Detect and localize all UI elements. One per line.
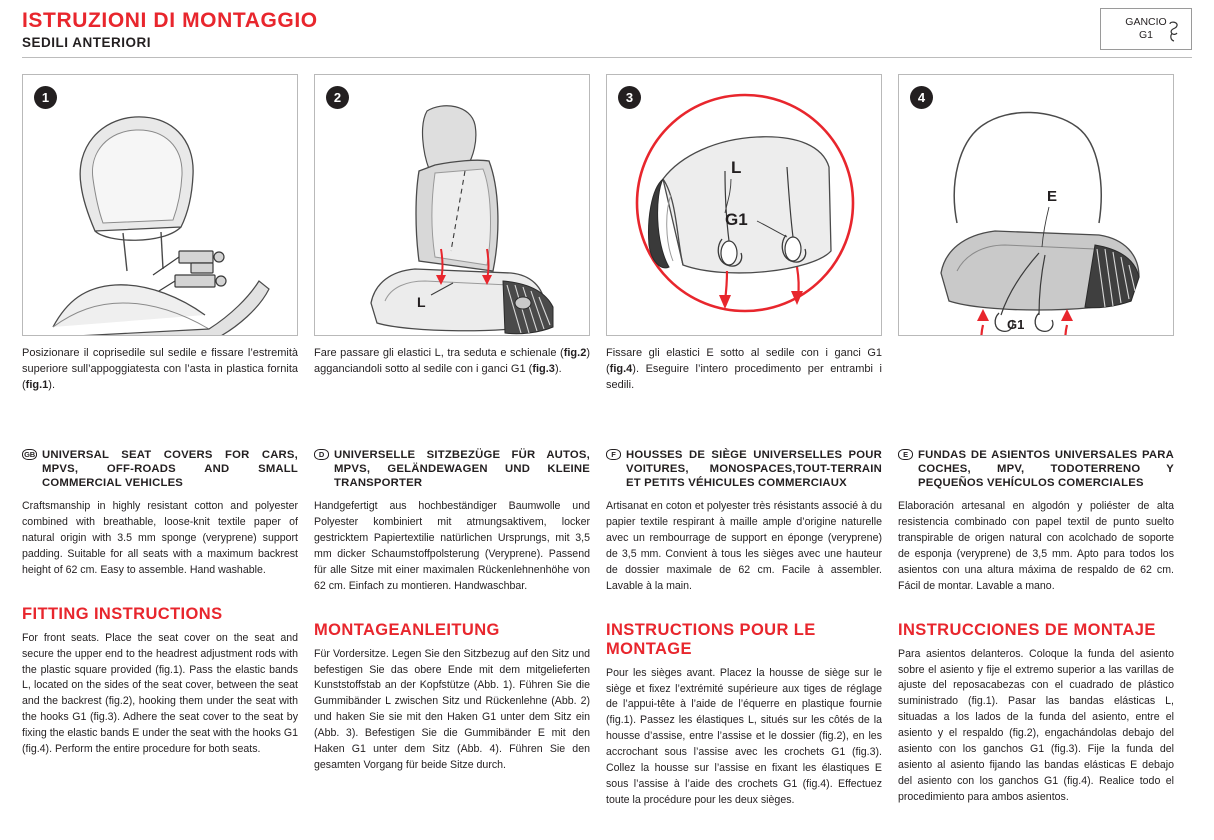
gancio-badge [1100, 8, 1192, 50]
figure-1-image [22, 74, 298, 336]
figure-1-number: 1 [34, 86, 57, 109]
figure-4 [898, 74, 1174, 394]
figure-1-caption: Posizionare il coprisedile sul sedile e fissare l’estremità superiore sull’appoggiatesta con l’asta in plastica fornita (fig.1). [22, 347, 298, 391]
column-french-body: Artisanat en coton et polyester très résistants associé à du papier textile respirant à maille ample d’origine naturelle avec un rembourrage de support en éponge (veryprene) de 3,5 mm. Convient à tous les sièges avec une hauteur de dossier maximale de 62 cm. Facile à assembler. Lavable à la main. [606, 500, 882, 592]
column-french [606, 448, 882, 809]
column-spanish-subtitle: INSTRUCCIONES DE MONTAJE [898, 620, 1156, 639]
column-english [22, 448, 298, 809]
column-english-heading [22, 448, 298, 490]
header-divider [22, 57, 1192, 58]
figure-3-label-L: L [731, 158, 742, 177]
column-german-subtitle: MONTAGEANLEITUNG [314, 620, 500, 639]
figure-4-label-G1: G1 [1007, 317, 1025, 332]
figure-2 [314, 74, 590, 394]
figure-2-image [314, 74, 590, 336]
figure-1 [22, 74, 298, 394]
column-french-title: HOUSSES DE SIÈGE UNIVERSELLES POUR VOITURES, MONOSPACES,TOUT-TERRAIN ET PETITS VÉHICULES COMMERCIAUX [626, 449, 882, 490]
figure-4-number: 4 [910, 86, 933, 109]
seat-elastic-illustration [315, 75, 590, 336]
figure-2-number: 2 [326, 86, 349, 109]
column-english-body: Craftsmanship in highly resistant cotton and polyester combined with breathable, loose-knit textile paper of natural origin with 3.5 mm sponge (veryprene) support padding. Suitable for all seats with a maximum backrest height of 62 cm. Easy to assemble. Hand washable. [22, 500, 298, 576]
figure-3-caption: Fissare gli elastici E sotto al sedile con i ganci G1 (fig.4). Eseguire l’intero procedimento per entrambi i sedili. [606, 347, 882, 391]
column-french-heading [606, 448, 882, 490]
page-title: ISTRUZIONI DI MONTAGGIO [22, 9, 318, 32]
column-german-body: Handgefertigt aus hochbeständiger Baumwolle und Polyester kombiniert mit atmungsaktivem, locker gestricktem Papiertextilie natürlichen Ursprungs, mit 3,5 mm dicker Schaumstoffpolsterung (Veryprene). Passend für alle Sitze mit einer maximalen Rückenlehnenhöhe von 62 cm. Einfach zu montieren. Handwaschbar. [314, 500, 590, 592]
figure-4-label-E: E [1047, 188, 1058, 205]
column-german-heading [314, 448, 590, 490]
column-english-instructions: For front seats. Place the seat cover on the seat and secure the upper end to the headrest adjustment rods with the plastic square provided (fig.1). Pass the elastic bands L, located on the sides of the seat cover, between the seat and the backrest (fig.2), hooking them under the seat with the hooks G1 (fig.3). Adhere the seat cover to the seat by fixing the elastic bands E under the seat with the hooks G1 (fig.4). Perform the entire procedure for both seats. [22, 631, 298, 756]
gancio-badge-text [1125, 16, 1166, 42]
column-german-title: UNIVERSELLE SITZBEZÜGE FÜR AUTOS, MPVS, GELÄNDEWAGEN UND KLEINE TRANSPORTER [334, 449, 590, 490]
figure-2-caption: Fare passare gli elastici L, tra seduta e schienale (fig.2) agganciandoli sotto al sedile con i ganci G1 (fig.3). [314, 347, 590, 375]
column-english-title: UNIVERSAL SEAT COVERS FOR CARS, MPVS, OFF-ROADS AND SMALL COMMERCIAL VEHICLES [42, 449, 298, 490]
column-spanish-heading [898, 448, 1174, 490]
flag-es-icon: E [898, 449, 913, 460]
flag-gb-icon: GB [22, 449, 37, 460]
gancio-badge-line1: GANCIO [1125, 15, 1167, 28]
column-french-subtitle: INSTRUCTIONS POUR LE MONTAGE [606, 620, 816, 658]
page-subtitle: SEDILI ANTERIORI [22, 35, 152, 51]
column-spanish-instructions: Para asientos delanteros. Coloque la funda del asiento sobre el asiento y fije el extremo superior a las varillas de ajuste del reposacabezas con el cuadrado de plástico suministrado (fig.1). Pasar las bandas elásticas L, situadas a los lados de la funda del asiento, entre el asiento y el respaldo (fig.2), engachándolas debajo del asiento con los ganchos G1 (fig.3). Fije la funda del asiento al asiento fijando las bandas elásticas E debajo del asiento con los ganchos G1 (fig.4). Realice todo el procedimiento para ambos asientos. [898, 647, 1174, 803]
column-english-subtitle: FITTING INSTRUCTIONS [22, 604, 223, 623]
column-german-instructions: Für Vordersitze. Legen Sie den Sitzbezug auf den Sitz und befestigen Sie das obere Ende mit dem mitgelieferten Kunststoffstab an der Kopfstütze (Abb. 1). Führen Sie die Gummibänder L zwischen Sitz und Rückenlehne (Abb. 2) und haken Sie sie mit den Haken G1 unter dem Sitz ein (Abb. 3). Befestigen Sie die Gummibänder E mit den Haken G1 unter dem Sitz (Abb. 4). Führen Sie den gesamten Vorgang für beide Sitze durch. [314, 647, 590, 771]
figure-row [22, 74, 1192, 394]
flag-fr-icon: F [606, 449, 621, 460]
flag-de-icon: D [314, 449, 329, 460]
column-spanish-body: Elaboración artesanal en algodón y poliéster de alta resistencia combinado con papel textil de punto suelto transpirable de origen natural con acolchado de soporte de esponja (veryprene) de 3,5 mm. Apto para todos los asientos con una altura máxima de respaldo de 62 cm. Fácil de montar. Lavable a mano. [898, 500, 1174, 592]
figure-3-label-G1: G1 [725, 210, 748, 229]
language-columns [22, 448, 1192, 809]
figure-3-number: 3 [618, 86, 641, 109]
seat-headrest-illustration [23, 75, 298, 336]
gancio-badge-line2: G1 [1138, 29, 1153, 41]
column-french-instructions: Pour les sièges avant. Placez la housse de siège sur le siège et fixez l’extrémité supérieure aux tiges de réglage de l’appui-tête à l’aide de l’équerre en plastique fournie (fig.1). Passez les élastiques L, situés sur les côtés de la housse d’assise, entre l’assise et le dossier (fig.2), en les accrochant sous l’assise avec les crochets G1 (fig.3). Collez la housse sur l’assise en fixant les élastiques E sous l’assise à l’aide des crochets G1 (fig.4). Effectuez toute la procédure pour les deux sièges. [606, 666, 882, 806]
seat-cushion-elastic-illustration [899, 75, 1174, 336]
seat-underside-hooks-illustration [607, 75, 882, 336]
column-spanish [898, 448, 1174, 809]
figure-3 [606, 74, 882, 394]
figure-2-label-L: L [417, 294, 426, 310]
column-german [314, 448, 590, 809]
hook-icon [1166, 21, 1182, 43]
column-spanish-title: FUNDAS DE ASIENTOS UNIVERSALES PARA COCHES, MPV, TODOTERRENO Y PEQUEÑOS VEHÍCULOS COMERCIALES [918, 449, 1174, 490]
figure-4-image [898, 74, 1174, 336]
figure-3-image [606, 74, 882, 336]
page-header [0, 0, 1214, 50]
